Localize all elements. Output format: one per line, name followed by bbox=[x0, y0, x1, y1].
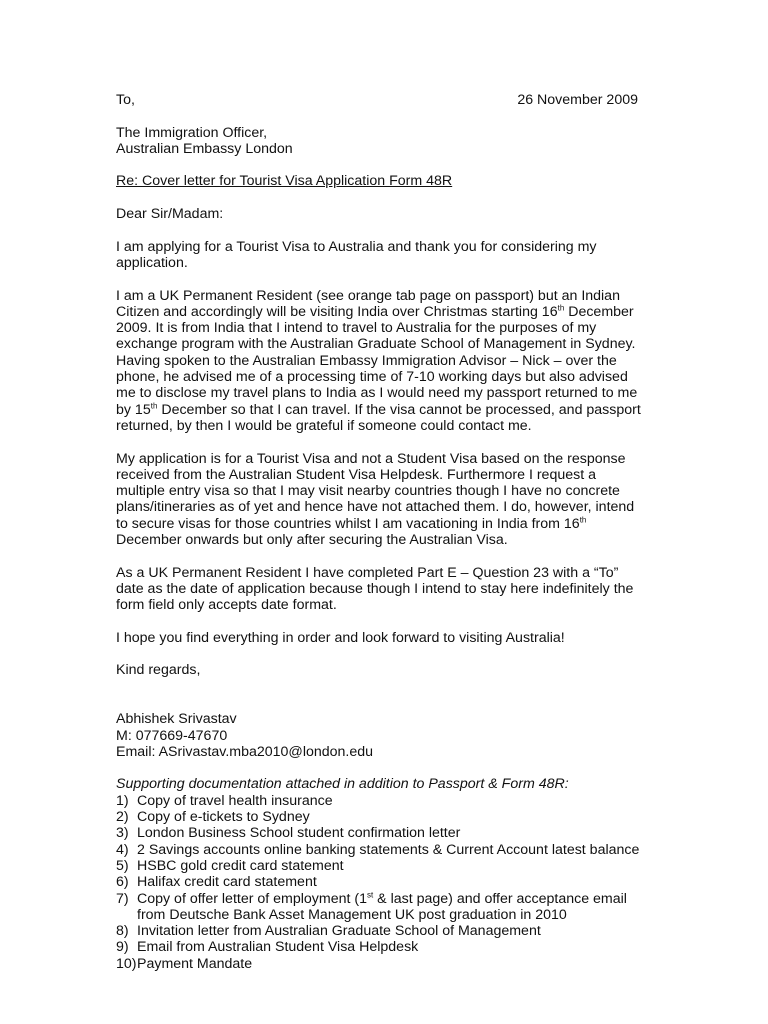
list-item: 5) HSBC gold credit card statement bbox=[116, 857, 344, 874]
list-item: 3) London Business School student confirmation letter bbox=[116, 825, 461, 842]
recipient-address bbox=[116, 125, 646, 158]
signature-email: Email: ASrivastav.mba2010@london.edu bbox=[116, 743, 374, 760]
paragraph-4: As a UK Permanent Resident I have completed Part E – Question 23 with a “To” date as the date of application because though I intend to stay here indefinitely the form field only accepts date format. bbox=[116, 564, 634, 614]
ordinal-suffix: th bbox=[150, 400, 158, 410]
paragraph-3-part-b: December onwards but only after securing the Australian Visa. bbox=[116, 532, 508, 549]
docs-heading: Supporting documentation attached in addition to Passport & Form 48R: bbox=[116, 776, 569, 793]
list-item: 4) 2 Savings accounts online banking statements & Current Account latest balance bbox=[116, 841, 640, 858]
closing: Kind regards, bbox=[116, 662, 201, 679]
paragraph-5: I hope you find everything in order and look forward to visiting Australia! bbox=[116, 629, 565, 646]
recipient-line-2: Australian Embassy London bbox=[116, 140, 293, 157]
ordinal-suffix: st bbox=[367, 889, 374, 899]
paragraph-3-part-a: My application is for a Tourist Visa and not a Student Visa based on the response received from the Australian Student Visa Helpdesk. Furthermore I request a multiple entry visa so that I may visit nearby countries though I have no concrete plans/itineraries as of yet and hence have not attached them. I do, however, intend to secure visas for those countries whilst I am vacationing in India from 16 bbox=[116, 450, 635, 532]
paragraph-1: I am applying for a Tourist Visa to Australia and thank you for considering my application. bbox=[116, 238, 597, 271]
greeting: Dear Sir/Madam: bbox=[116, 206, 224, 223]
paragraph-2-part-c: December so that I can travel. If the visa cannot be processed, and passport returned, by then I would be grateful if someone could contact me. bbox=[116, 401, 641, 434]
signature-name: Abhishek Srivastav bbox=[116, 711, 237, 728]
list-item: 6) Halifax credit card statement bbox=[116, 874, 317, 891]
list-item: 8) Invitation letter from Australian Graduate School of Management bbox=[116, 923, 541, 940]
letter-body bbox=[116, 92, 646, 972]
list-item: 2) Copy of e-tickets to Sydney bbox=[116, 809, 310, 826]
header-row bbox=[116, 92, 646, 108]
paragraph-3 bbox=[116, 451, 646, 549]
recipient-line-1: The Immigration Officer, bbox=[116, 124, 268, 141]
subject-line: Re: Cover letter for Tourist Visa Application Form 48R bbox=[116, 173, 453, 190]
docs-list bbox=[116, 793, 646, 972]
ordinal-suffix: th bbox=[557, 303, 565, 313]
paragraph-2 bbox=[116, 288, 646, 435]
letter-date: 26 November 2009 bbox=[517, 92, 638, 108]
signature-block bbox=[116, 711, 646, 760]
list-item: 9) Email from Australian Student Visa Helpdesk bbox=[116, 939, 419, 956]
list-item: 1) Copy of travel health insurance bbox=[116, 792, 333, 809]
ordinal-suffix: th bbox=[579, 514, 587, 524]
paragraph-2-part-b: December 2009. It is from India that I intend to travel to Australia for the purposes of my exchange program with the Australian Graduate School of Management in Sydney. Having spoken to the Australian Embassy Immigration Advisor – Nick – over the phone, he advised me of a processing time of 7-10 working days but also advised me to disclose my travel plans to India as I would need my passport returned to me by 15 bbox=[116, 303, 638, 418]
paragraph-2-part-a: I am a UK Permanent Resident (see orange tab page on passport) but an Indian Citizen and accordingly will be visiting India over Christmas starting 16 bbox=[116, 287, 620, 320]
signature-mobile: M: 077669-47670 bbox=[116, 727, 228, 744]
list-item: 7) Copy of offer letter of employment (1st & last page) and offer acceptance email from Deutsche Bank Asset Management UK post graduation in 2010 bbox=[116, 889, 627, 923]
list-item: 10) Payment Mandate bbox=[116, 955, 253, 972]
to-label: To, bbox=[116, 92, 135, 108]
